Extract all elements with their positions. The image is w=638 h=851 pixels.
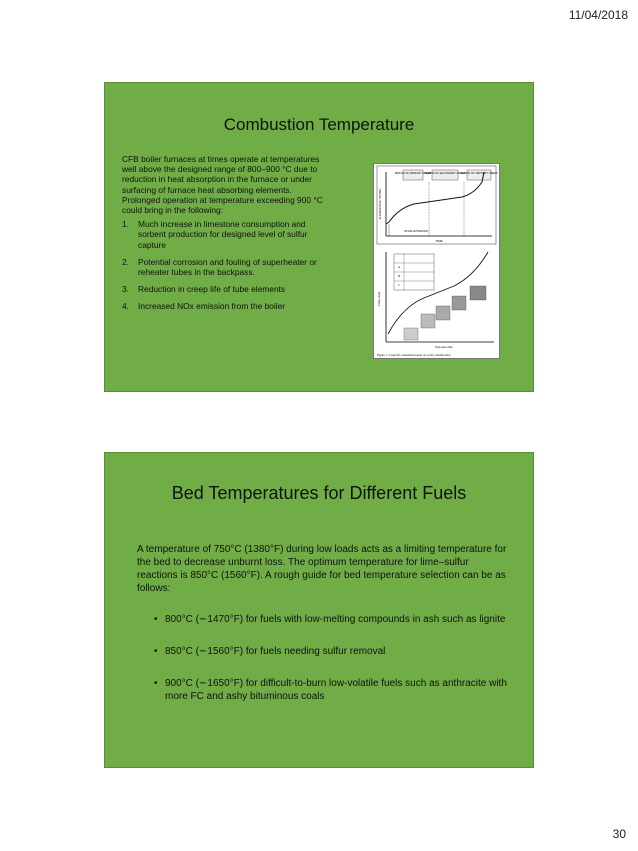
svg-text:Figure 1. Creep life assessmen: Figure 1. Creep life assessment based on cavity classification bbox=[377, 353, 451, 357]
svg-text:PERIOD OF SECONDARY CREEP: PERIOD OF SECONDARY CREEP bbox=[424, 172, 466, 175]
slide-bed-temperatures bbox=[104, 452, 534, 768]
slide-title: Bed Temperatures for Different Fuels bbox=[171, 483, 467, 503]
intro-paragraph: A temperature of 750°C (1380°F) during low loads acts as a limiting temperature for the bed to decrease unburnt loss. The optimum temperature for lime–sulfur reactions is 850°C (1560°F). A rough guide for bed temperature selection can be as follows: bbox=[137, 544, 507, 594]
svg-text:B: B bbox=[397, 274, 401, 278]
svg-text:PERIOD OF PRIMARY CREEP: PERIOD OF PRIMARY CREEP bbox=[394, 172, 432, 175]
slide-title: Combustion Temperature bbox=[223, 115, 415, 134]
svg-text:PERIOD OF TERTIARY CREEP: PERIOD OF TERTIARY CREEP bbox=[460, 172, 498, 175]
svg-text:INITIAL EXTENSION: INITIAL EXTENSION bbox=[404, 230, 429, 233]
svg-text:Creep strain: Creep strain bbox=[377, 291, 381, 307]
svg-text:C: C bbox=[397, 283, 401, 287]
creep-figure bbox=[373, 163, 500, 359]
svg-text:Exposure time: Exposure time bbox=[435, 345, 453, 349]
creep-diagram bbox=[374, 164, 499, 358]
list-item: 2. Potential corrosion and fouling of superheater or reheater tubes in the backpass. bbox=[122, 256, 317, 278]
slide-combustion-temperature bbox=[104, 82, 534, 392]
list-item: 4. Increased NOx emission from the boiler bbox=[122, 301, 286, 312]
page-date: 11/04/2018 bbox=[568, 8, 628, 22]
list-item: • 800°C (∼1470°F) for fuels with low-melting compounds in ash such as lignite bbox=[154, 614, 506, 625]
svg-text:TIME: TIME bbox=[435, 239, 443, 243]
list-item: 3. Reduction in creep life of tube elements bbox=[122, 284, 286, 295]
list-item: • 850°C (∼1560°F) for fuels needing sulfur removal bbox=[154, 646, 386, 657]
intro-paragraph: CFB boiler furnaces at times operate at temperatures well above the designed range of 800–900 °C due to reduction in heat absorption in the furnace or under surfacing of furnace heat absorbing elements. Prolonged operation at temperature exceeding 900 °C could bring in the following: bbox=[122, 154, 323, 216]
slide-body bbox=[122, 154, 330, 319]
page-number: 30 bbox=[612, 827, 626, 841]
svg-text:A: A bbox=[397, 265, 401, 269]
bullet-list bbox=[137, 613, 509, 722]
list-item: 1. Much increase in limestone consumption and sorbent production for designed level of sulfur capture bbox=[122, 219, 308, 250]
list-item: • 900°C (∼1650°F) for difficult-to-burn low-volatile fuels such as anthracite with more FC and ashy bituminous coals bbox=[154, 678, 507, 702]
consequence-list bbox=[122, 219, 330, 311]
svg-text:ELONGATION / STRAIN: ELONGATION / STRAIN bbox=[378, 188, 382, 220]
